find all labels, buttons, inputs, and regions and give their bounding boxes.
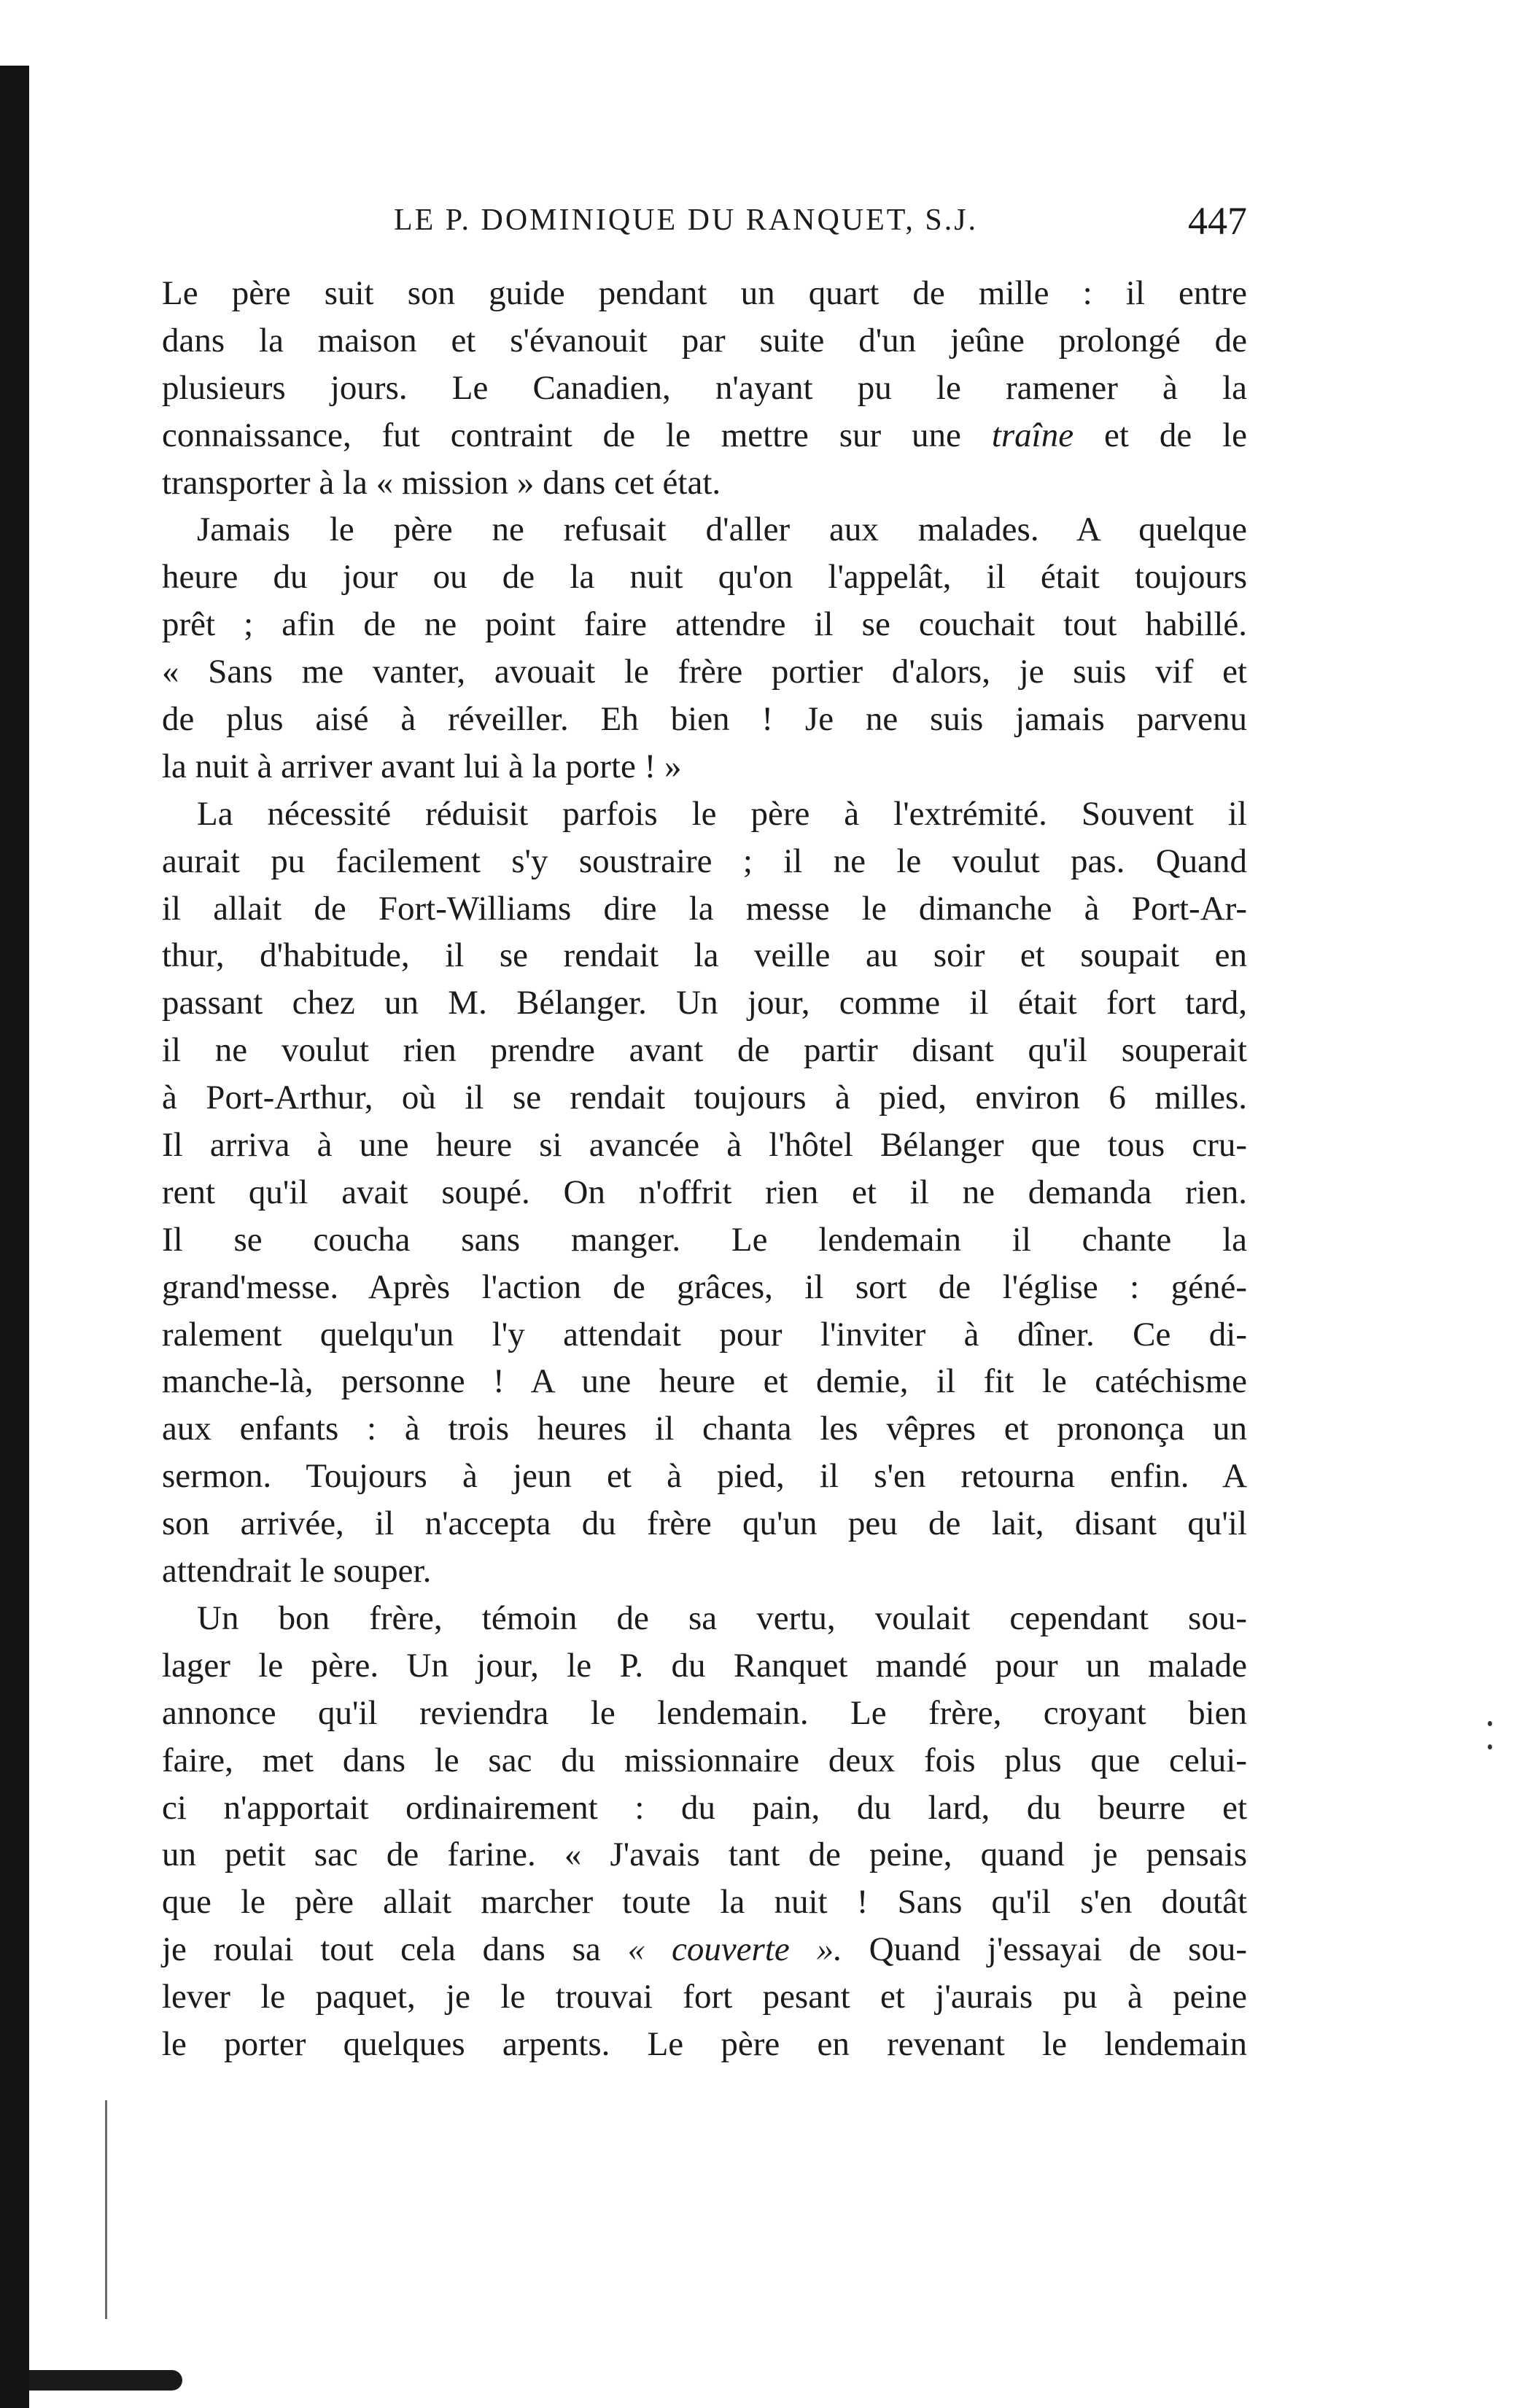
text-line: ci n'apportait ordinairement : du pain, du lard, du beurre et — [162, 1788, 1247, 1827]
text-line: Il se coucha sans manger. Le lendemain il chante la — [162, 1220, 1247, 1259]
text-line: thur, d'habitude, il se rendait la veille au soir et soupait en — [162, 936, 1247, 975]
text-line: lever le paquet, je le trouvai fort pesant et j'aurais pu à peine — [162, 1978, 1247, 2016]
text-line: transporter à la « mission » dans cet état. — [162, 463, 721, 502]
text-line: de plus aisé à réveiller. Eh bien ! Je ne suis jamais parvenu — [162, 700, 1247, 739]
text-line: il allait de Fort-Williams dire la messe le dimanche à Port-Ar- — [162, 889, 1247, 928]
text-line: il ne voulut rien prendre avant de partir disant qu'il souperait — [162, 1031, 1247, 1070]
text-line: dans la maison et s'évanouit par suite d'un jeûne prolongé de — [162, 321, 1247, 360]
text-line: lager le père. Un jour, le P. du Ranquet mandé pour un malade — [162, 1646, 1247, 1685]
text-line: passant chez un M. Bélanger. Un jour, comme il était fort tard, — [162, 984, 1247, 1022]
text-line: la nuit à arriver avant lui à la porte ! » — [162, 747, 682, 785]
text-segment: et de le — [1073, 416, 1247, 454]
text-line: manche-là, personne ! A une heure et demie, il fit le catéchisme — [162, 1362, 1247, 1401]
text-line: prêt ; afin de ne point faire attendre il se couchait tout habillé. — [162, 605, 1247, 644]
text-line — [162, 1926, 1247, 1973]
text-segment: je roulai tout cela dans sa — [162, 1930, 601, 1969]
text-line: Jamais le père ne refusait d'aller aux malades. A quelque — [197, 510, 1247, 549]
text-line: aurait pu facilement s'y soustraire ; il ne le voulut pas. Quand — [162, 842, 1247, 880]
text-line: plusieurs jours. Le Canadien, n'ayant pu le ramener à la — [162, 368, 1247, 407]
page-header — [164, 198, 1247, 249]
margin-speck — [1488, 1721, 1492, 1726]
text-line: ralement quelqu'un l'y attendait pour l'inviter à dîner. Ce di- — [162, 1315, 1247, 1353]
text-line: « Sans me vanter, avouait le frère portier d'alors, je suis vif et — [162, 653, 1247, 691]
italic-word: traîne — [991, 416, 1074, 454]
text-line: son arrivée, il n'accepta du frère qu'un peu de lait, disant qu'il — [162, 1504, 1247, 1543]
text-line: Il arriva à une heure si avancée à l'hôtel Bélanger que tous cru- — [162, 1126, 1247, 1165]
text-line: Un bon frère, témoin de sa vertu, voulait cependant sou- — [197, 1599, 1247, 1637]
text-line: annonce qu'il reviendra le lendemain. Le frère, croyant bien — [162, 1693, 1247, 1732]
page-number: 447 — [1188, 199, 1247, 243]
text-line — [162, 412, 1247, 459]
text-line: grand'messe. Après l'action de grâces, il sort de l'église : géné- — [162, 1267, 1247, 1306]
text-body — [162, 270, 1247, 2068]
text-segment: Quand j'essayai de sou- — [842, 1930, 1248, 1969]
binding-edge-tail — [29, 2370, 182, 2390]
text-line: aux enfants : à trois heures il chanta les vêpres et prononça un — [162, 1410, 1247, 1448]
text-segment: connaissance, fut contraint de le mettre sur une — [162, 416, 961, 454]
text-line: attendrait le souper. — [162, 1552, 432, 1591]
running-head: LE P. DOMINIQUE DU RANQUET, S.J. — [394, 203, 979, 237]
text-line: un petit sac de farine. « J'avais tant de peine, quand je pensais — [162, 1836, 1247, 1874]
text-line: le porter quelques arpents. Le père en revenant le lendemain — [162, 2024, 1247, 2063]
binding-edge — [0, 66, 29, 2408]
margin-speck — [1488, 1744, 1492, 1749]
margin-line — [105, 2100, 107, 2319]
text-line: heure du jour ou de la nuit qu'on l'appelât, il était toujours — [162, 558, 1247, 597]
text-line: que le père allait marcher toute la nuit ! Sans qu'il s'en doutât — [162, 1883, 1247, 1922]
text-line: faire, met dans le sac du missionnaire deux fois plus que celui- — [162, 1741, 1247, 1779]
text-line: à Port-Arthur, où il se rendait toujours à pied, environ 6 milles. — [162, 1079, 1247, 1117]
text-line: rent qu'il avait soupé. On n'offrit rien et il ne demanda rien. — [162, 1173, 1247, 1211]
text-line: La nécessité réduisit parfois le père à l'extrémité. Souvent il — [197, 794, 1247, 833]
text-line: sermon. Toujours à jeun et à pied, il s'en retourna enfin. A — [162, 1457, 1247, 1496]
text-line: Le père suit son guide pendant un quart de mille : il entre — [162, 274, 1247, 312]
italic-word: « couverte ». — [627, 1930, 842, 1969]
